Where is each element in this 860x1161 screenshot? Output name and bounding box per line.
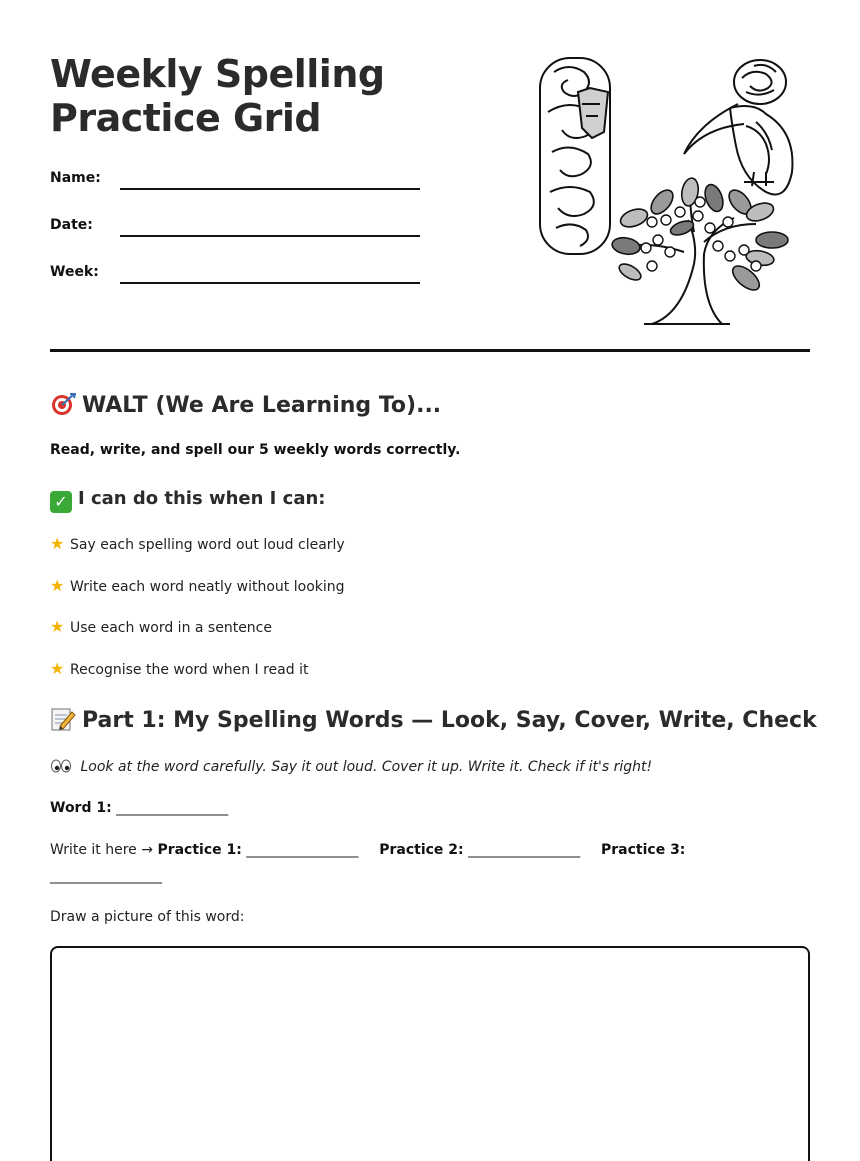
date-field[interactable] — [50, 207, 420, 237]
date-label: Date: — [50, 217, 93, 233]
date-line — [120, 235, 420, 237]
week-field[interactable] — [50, 254, 420, 284]
success-criteria-heading — [50, 488, 325, 513]
name-label: Name: — [50, 170, 101, 186]
word-1-row[interactable] — [50, 800, 228, 816]
drawing-area[interactable] — [50, 946, 810, 1161]
criteria-item: ★ Recognise the word when I read it — [50, 659, 309, 678]
part1-instruction: Look at the word carefully. Say it out loud. Cover it up. Write it. Check if it's right! — [50, 759, 652, 775]
part1-heading — [50, 706, 817, 733]
header-divider — [50, 349, 810, 352]
week-line — [120, 282, 420, 284]
walt-heading — [50, 392, 441, 418]
part1-heading-text: Part 1: My Spelling Words — Look, Say, Cover, Write, Check — [82, 708, 817, 733]
week-label: Week: — [50, 264, 99, 280]
star-icon: ★ — [50, 576, 65, 595]
word-1-blank[interactable]: ________________ — [116, 800, 229, 816]
name-field[interactable] — [50, 160, 420, 190]
write-prefix: Write it here → — [50, 842, 153, 858]
walt-statement: Read, write, and spell our 5 weekly words correctly. — [50, 442, 461, 458]
carving-bird-tree-illustration — [534, 52, 810, 330]
title-line-1: Weekly Spelling — [50, 52, 385, 96]
word-1-label: Word 1: — [50, 800, 112, 816]
practice-3-blank[interactable]: ________________ — [50, 868, 162, 884]
practice-1-label: Practice 1: — [157, 842, 242, 858]
memo-icon — [50, 706, 76, 733]
name-line — [120, 188, 420, 190]
practice-row — [50, 842, 685, 858]
practice-2-label: Practice 2: — [379, 842, 464, 858]
walt-heading-text: WALT (We Are Learning To)... — [82, 393, 442, 418]
draw-prompt: Draw a picture of this word: — [50, 909, 245, 925]
star-icon: ★ — [50, 659, 65, 678]
worksheet-page — [50, 0, 817, 1161]
criteria-item: ★ Say each spelling word out loud clearly — [50, 534, 345, 553]
eyes-icon — [50, 759, 76, 775]
practice-1-blank[interactable]: ________________ — [246, 842, 359, 858]
practice-2-blank[interactable]: ________________ — [468, 842, 581, 858]
success-criteria-heading-text: I can do this when I can: — [78, 488, 326, 509]
criteria-item: ★ Use each word in a sentence — [50, 617, 272, 636]
star-icon: ★ — [50, 617, 65, 636]
star-icon: ★ — [50, 534, 65, 553]
title-line-2: Practice Grid — [50, 96, 322, 140]
criteria-item: ★ Write each word neatly without looking — [50, 576, 345, 595]
checkmark-icon: ✓ — [50, 491, 72, 513]
target-icon — [50, 392, 76, 418]
practice-3-label: Practice 3: — [601, 842, 686, 858]
page-title — [50, 52, 385, 140]
